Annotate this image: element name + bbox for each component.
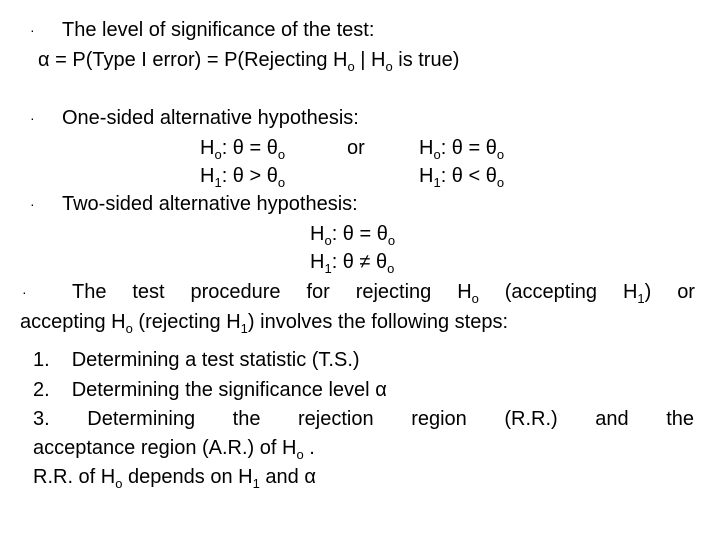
or-word: or bbox=[347, 137, 365, 159]
h1-right: $H_1$: $\theta < \theta_o$ bbox=[419, 165, 505, 190]
h0-right: $H_o$: $\theta = \theta_o$ bbox=[419, 137, 505, 162]
bullet: · bbox=[30, 196, 35, 212]
bullet: · bbox=[30, 22, 35, 38]
alpha-symbol: α bbox=[375, 379, 387, 401]
step-3-line-1: 3. Determining the rejection region (R.R.) and the bbox=[33, 408, 694, 430]
significance-heading: The level of significance of the test: bbox=[62, 19, 375, 41]
alpha-symbol: α bbox=[304, 466, 316, 488]
procedure-line-2: accepting $H_o$ (rejecting $H_1$) involves the following steps: bbox=[20, 311, 509, 336]
step-1: 1. Determining a test statistic (T.S.) bbox=[33, 349, 360, 371]
rr-dependency: R.R. of $H_o$ depends on $H_1$ and α bbox=[33, 466, 316, 491]
step-2: 2. Determining the significance level α bbox=[33, 379, 387, 401]
bullet: · bbox=[22, 284, 27, 300]
two-sided-h1: $H_1$: $\theta \ne \theta_o$ bbox=[310, 251, 395, 276]
bullet: · bbox=[30, 110, 35, 126]
h0-left: $H_o$: $\theta = \theta_o$ bbox=[200, 137, 286, 162]
two-sided-heading: Two-sided alternative hypothesis: bbox=[62, 193, 358, 215]
one-sided-heading: One-sided alternative hypothesis: bbox=[62, 107, 359, 129]
alpha-symbol: α bbox=[38, 49, 50, 71]
h1-left: $H_1$: $\theta > \theta_o$ bbox=[200, 165, 286, 190]
two-sided-h0: $H_o$: $\theta = \theta_o$ bbox=[310, 223, 396, 248]
significance-definition: α = P(Type I error) = P(Rejecting $H_o$ | $H_o$ is true) bbox=[38, 49, 460, 74]
step-3-line-2: acceptance region (A.R.) of $H_o$ . bbox=[33, 437, 315, 462]
procedure-line-1: The test procedure for rejecting $H_o$ (accepting $H_1$) or bbox=[72, 281, 695, 306]
